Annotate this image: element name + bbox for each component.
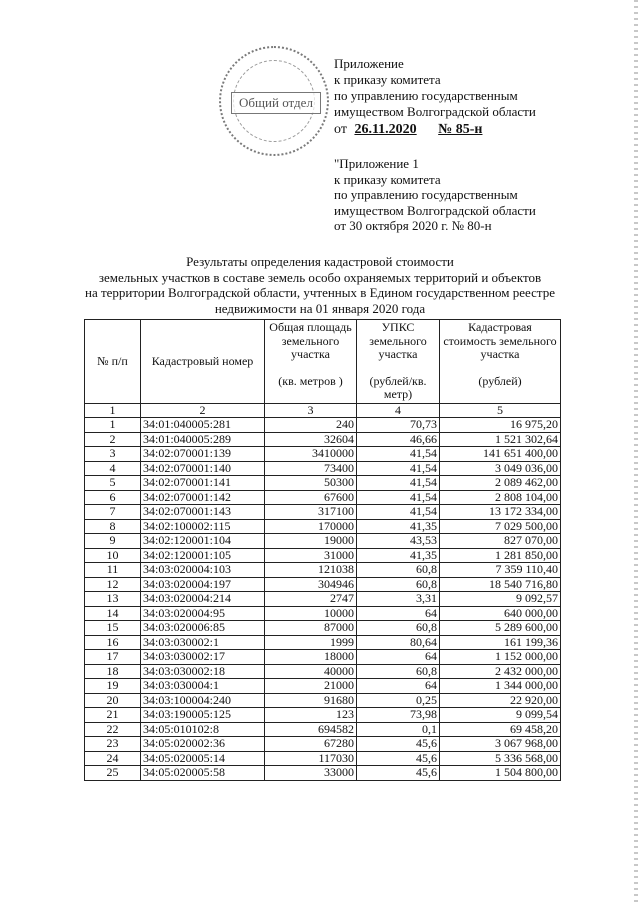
upks-value: 60,8 [357,621,440,636]
cadastral-cost: 2 089 462,00 [440,476,561,491]
table-row [85,606,561,621]
row-number: 20 [85,693,141,708]
cadastral-number: 34:03:030002:1 [141,635,265,650]
area-value: 32604 [265,432,357,447]
cadastral-number: 34:05:020005:14 [141,751,265,766]
appendix-block [334,56,536,138]
table-row [85,650,561,665]
cadastral-number: 34:02:070001:143 [141,505,265,520]
row-number: 23 [85,737,141,752]
area-value: 40000 [265,664,357,679]
cadastral-cost: 13 172 334,00 [440,505,561,520]
area-value: 67280 [265,737,357,752]
prior-appendix-line: по управлению государственным [334,187,518,202]
upks-value: 45,6 [357,737,440,752]
table-row [85,418,561,433]
table-row [85,548,561,563]
title-line: Результаты определения кадастровой стоимости [186,254,454,269]
official-stamp [219,46,329,156]
table-row [85,461,561,476]
appendix-line: по управлению государственным [334,88,518,103]
scan-edge-marks [634,0,638,905]
cadastral-number: 34:03:020006:85 [141,621,265,636]
area-value: 73400 [265,461,357,476]
cadastral-number: 34:02:100002:115 [141,519,265,534]
upks-value: 60,8 [357,563,440,578]
table-row [85,476,561,491]
upks-value: 64 [357,606,440,621]
cadastral-cost: 640 000,00 [440,606,561,621]
row-number: 6 [85,490,141,505]
header-cost-unit: (рублей) [478,373,522,388]
row-number: 13 [85,592,141,607]
table-row [85,737,561,752]
upks-value: 41,54 [357,505,440,520]
table-row [85,621,561,636]
cadastral-value-table [84,319,561,781]
upks-value: 46,66 [357,432,440,447]
upks-value: 41,35 [357,548,440,563]
cadastral-number: 34:02:070001:139 [141,447,265,462]
upks-value: 3,31 [357,592,440,607]
upks-value: 60,8 [357,577,440,592]
row-number: 17 [85,650,141,665]
cadastral-cost: 1 521 302,64 [440,432,561,447]
area-value: 2747 [265,592,357,607]
upks-value: 60,8 [357,664,440,679]
header-num: № п/п [85,320,141,404]
cadastral-cost: 7 029 500,00 [440,519,561,534]
prior-appendix-line: "Приложение 1 [334,156,419,171]
upks-value: 43,53 [357,534,440,549]
area-value: 317100 [265,505,357,520]
table-row [85,708,561,723]
row-number: 16 [85,635,141,650]
cadastral-cost: 9 099,54 [440,708,561,723]
row-number: 25 [85,766,141,781]
table-row [85,563,561,578]
cadastral-cost: 22 920,00 [440,693,561,708]
table-row [85,751,561,766]
upks-value: 41,54 [357,490,440,505]
cadastral-number: 34:03:190005:125 [141,708,265,723]
header-cost-label: Кадастровая стоимость земельного участка [443,320,557,361]
table-row [85,766,561,781]
row-number: 12 [85,577,141,592]
upks-value: 73,98 [357,708,440,723]
cadastral-number: 34:05:020005:58 [141,766,265,781]
cadastral-number: 34:03:030002:17 [141,650,265,665]
cadastral-cost: 9 092,57 [440,592,561,607]
column-number: 2 [141,403,265,418]
cadastral-cost: 161 199,36 [440,635,561,650]
table-row [85,722,561,737]
row-number: 24 [85,751,141,766]
table-row [85,447,561,462]
header-area [265,320,357,404]
upks-value: 80,64 [357,635,440,650]
header-area-unit: (кв. метров ) [278,373,343,388]
appendix-line: к приказу комитета [334,72,441,87]
column-number-row [85,403,561,418]
cadastral-cost: 1 344 000,00 [440,679,561,694]
cadastral-cost: 5 336 568,00 [440,751,561,766]
area-value: 1999 [265,635,357,650]
cadastral-number: 34:05:010102:8 [141,722,265,737]
table-row [85,519,561,534]
upks-value: 0,25 [357,693,440,708]
prior-appendix-block [334,156,536,234]
table-row [85,505,561,520]
area-value: 21000 [265,679,357,694]
cadastral-number: 34:03:100004:240 [141,693,265,708]
cadastral-cost: 18 540 716,80 [440,577,561,592]
upks-value: 41,54 [357,447,440,462]
header-cadastral-number: Кадастровый номер [141,320,265,404]
cadastral-cost: 1 504 800,00 [440,766,561,781]
header-upks-label: УПКС земельного участка [369,320,427,361]
upks-value: 45,6 [357,751,440,766]
cadastral-number: 34:03:030002:18 [141,664,265,679]
area-value: 694582 [265,722,357,737]
cadastral-number: 34:03:020004:103 [141,563,265,578]
appendix-line: имуществом Волгоградской области [334,104,536,119]
table-row [85,490,561,505]
table-row [85,693,561,708]
stamp-label: Общий отдел [231,92,321,114]
order-date-number [334,122,536,138]
title-line: земельных участков в составе земель особо охраняемых территорий и объектов [98,269,542,285]
table-row [85,534,561,549]
order-number: № 85-н [438,122,483,137]
area-value: 123 [265,708,357,723]
cadastral-number: 34:03:020004:95 [141,606,265,621]
cadastral-cost: 2 432 000,00 [440,664,561,679]
row-number: 5 [85,476,141,491]
prior-appendix-line: имуществом Волгоградской области [334,202,536,218]
row-number: 4 [85,461,141,476]
area-value: 10000 [265,606,357,621]
area-value: 240 [265,418,357,433]
header-upks-unit: (рублей/кв. метр) [369,373,427,401]
row-number: 22 [85,722,141,737]
upks-value: 64 [357,679,440,694]
column-number: 5 [440,403,561,418]
table-row [85,577,561,592]
table-body [85,418,561,781]
table-row [85,664,561,679]
table-row [85,592,561,607]
area-value: 3410000 [265,447,357,462]
column-number: 3 [265,403,357,418]
table-row [85,679,561,694]
cadastral-cost: 3 067 968,00 [440,737,561,752]
area-value: 18000 [265,650,357,665]
row-number: 9 [85,534,141,549]
header-upks [357,320,440,404]
cadastral-number: 34:03:020004:214 [141,592,265,607]
row-number: 8 [85,519,141,534]
cadastral-cost: 5 289 600,00 [440,621,561,636]
row-number: 10 [85,548,141,563]
area-value: 67600 [265,490,357,505]
area-value: 19000 [265,534,357,549]
cadastral-number: 34:02:120001:105 [141,548,265,563]
row-number: 21 [85,708,141,723]
cadastral-cost: 2 808 104,00 [440,490,561,505]
cadastral-number: 34:03:020004:197 [141,577,265,592]
area-value: 117030 [265,751,357,766]
upks-value: 0,1 [357,722,440,737]
upks-value: 41,54 [357,476,440,491]
cadastral-number: 34:02:070001:142 [141,490,265,505]
cadastral-number: 34:02:070001:141 [141,476,265,491]
area-value: 121038 [265,563,357,578]
upks-value: 41,35 [357,519,440,534]
row-number: 7 [85,505,141,520]
cadastral-cost: 16 975,20 [440,418,561,433]
cadastral-number: 34:01:040005:281 [141,418,265,433]
area-value: 91680 [265,693,357,708]
cadastral-cost: 1 281 850,00 [440,548,561,563]
cadastral-cost: 69 458,20 [440,722,561,737]
cadastral-cost: 141 651 400,00 [440,447,561,462]
upks-value: 41,54 [357,461,440,476]
upks-value: 45,6 [357,766,440,781]
cadastral-cost: 827 070,00 [440,534,561,549]
area-value: 50300 [265,476,357,491]
table-row [85,635,561,650]
title-line: недвижимости на 01 января 2020 года [214,300,426,316]
area-value: 33000 [265,766,357,781]
appendix-line: Приложение [334,56,404,71]
upks-value: 70,73 [357,418,440,433]
cadastral-cost: 7 359 110,40 [440,563,561,578]
area-value: 31000 [265,548,357,563]
cadastral-cost: 3 049 036,00 [440,461,561,476]
row-number: 3 [85,447,141,462]
document-title [60,254,580,316]
header-area-label: Общая площадь земельного участка [269,320,352,361]
table-row [85,432,561,447]
row-number: 14 [85,606,141,621]
column-number: 4 [357,403,440,418]
row-number: 1 [85,418,141,433]
area-value: 170000 [265,519,357,534]
table-header-row [85,320,561,404]
order-date: 26.11.2020 [354,122,417,137]
cadastral-number: 34:02:070001:140 [141,461,265,476]
cadastral-number: 34:02:120001:104 [141,534,265,549]
prior-appendix-line: от 30 октября 2020 г. № 80-н [334,218,492,233]
cadastral-cost: 1 152 000,00 [440,650,561,665]
prior-appendix-line: к приказу комитета [334,171,441,187]
column-number: 1 [85,403,141,418]
row-number: 11 [85,563,141,578]
area-value: 304946 [265,577,357,592]
order-from-prefix: от [334,122,347,137]
cadastral-number: 34:05:020002:36 [141,737,265,752]
area-value: 87000 [265,621,357,636]
header-cost [440,320,561,404]
row-number: 19 [85,679,141,694]
title-line: на территории Волгоградской области, учтенных в Едином государственном реестре [85,285,555,301]
upks-value: 64 [357,650,440,665]
row-number: 15 [85,621,141,636]
row-number: 2 [85,432,141,447]
cadastral-number: 34:01:040005:289 [141,432,265,447]
cadastral-number: 34:03:030004:1 [141,679,265,694]
row-number: 18 [85,664,141,679]
